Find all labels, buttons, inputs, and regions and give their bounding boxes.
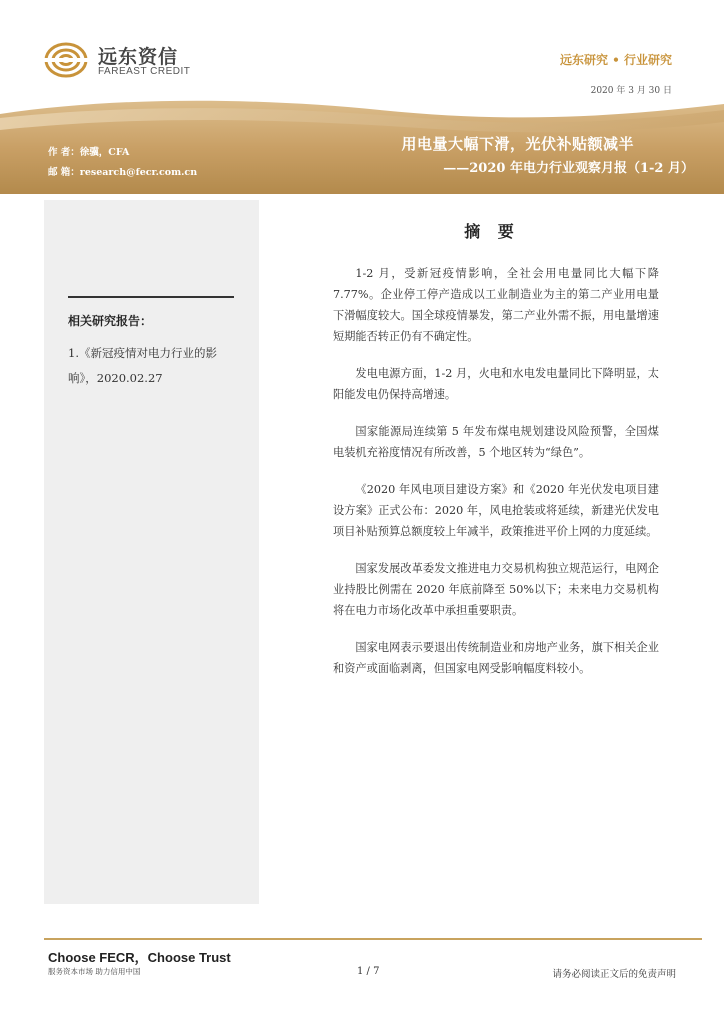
sidebar-divider	[68, 296, 234, 298]
page-number: 1 / 7	[357, 966, 380, 977]
summary-paragraph: 发电电源方面，1-2 月，火电和水电发电量同比下降明显，太阳能发电仍保持高增速。	[333, 367, 659, 401]
footer-tagline: 服务资本市场 助力信用中国	[48, 967, 141, 976]
related-report-item: 1.《新冠疫情对电力行业的影响》，2020.02.27	[68, 346, 217, 385]
summary-paragraph: 《2020 年风电项目建设方案》和《2020 年光伏发电项目建设方案》正式公布：2020 年，风电抢装或将延续，新建光伏发电项目补贴预算总额度较上年减半，政策推进平价上网的力度延续。	[333, 483, 659, 538]
summary-paragraph: 国家能源局连续第 5 年发布煤电规划建设风险预警，全国煤电装机充裕度情况有所改善，5 个地区转为“绿色”。	[333, 425, 659, 459]
summary-paragraph: 国家电网表示要退出传统制造业和房地产业务，旗下相关企业和资产或面临剥离，但国家电网受影响幅度料较小。	[333, 641, 659, 675]
summary-paragraph: 1-2 月，受新冠疫情影响，全社会用电量同比大幅下降 7.77%。企业停工停产造成以工业制造业为主的第二产业用电量下滑幅度较大。国全球疫情暴发，第二产业外需不振，用电量增速短期能否转正仍有不确定性。	[333, 267, 659, 343]
author-line: 作 者：徐骥，CFA	[48, 147, 130, 158]
report-title: 用电量大幅下滑，光伏补贴额减半	[401, 135, 634, 153]
report-subtitle: ——2020 年电力行业观察月报（1-2 月）	[443, 161, 694, 176]
disclaimer-note: 请务必阅读正文后的免责声明	[552, 969, 676, 980]
summary-title: 摘 要	[464, 222, 520, 241]
report-date: 2020 年 3 月 30 日	[590, 86, 672, 96]
footer-slogan: Choose FECR，Choose Trust	[48, 950, 231, 965]
logo-chinese-name: 远东资信	[98, 46, 179, 68]
series-tag: 远东研究 • 行业研究	[559, 53, 672, 67]
footer-divider	[44, 938, 702, 940]
fecr-logo	[44, 40, 244, 80]
related-reports-sidebar	[44, 200, 259, 904]
summary-body	[333, 263, 659, 695]
fareast-rings-logo-icon	[44, 40, 90, 80]
related-reports-heading: 相关研究报告：	[68, 314, 153, 328]
logo-english-name: FAREAST CREDIT	[98, 66, 191, 77]
email-line: 邮 箱：research@fecr.com.cn	[48, 167, 198, 178]
summary-paragraph: 国家发展改革委发文推进电力交易机构独立规范运行，电网企业持股比例需在 2020 年底前降至 50%以下；未来电力交易机构将在电力市场化改革中承担重要职责。	[333, 562, 659, 617]
